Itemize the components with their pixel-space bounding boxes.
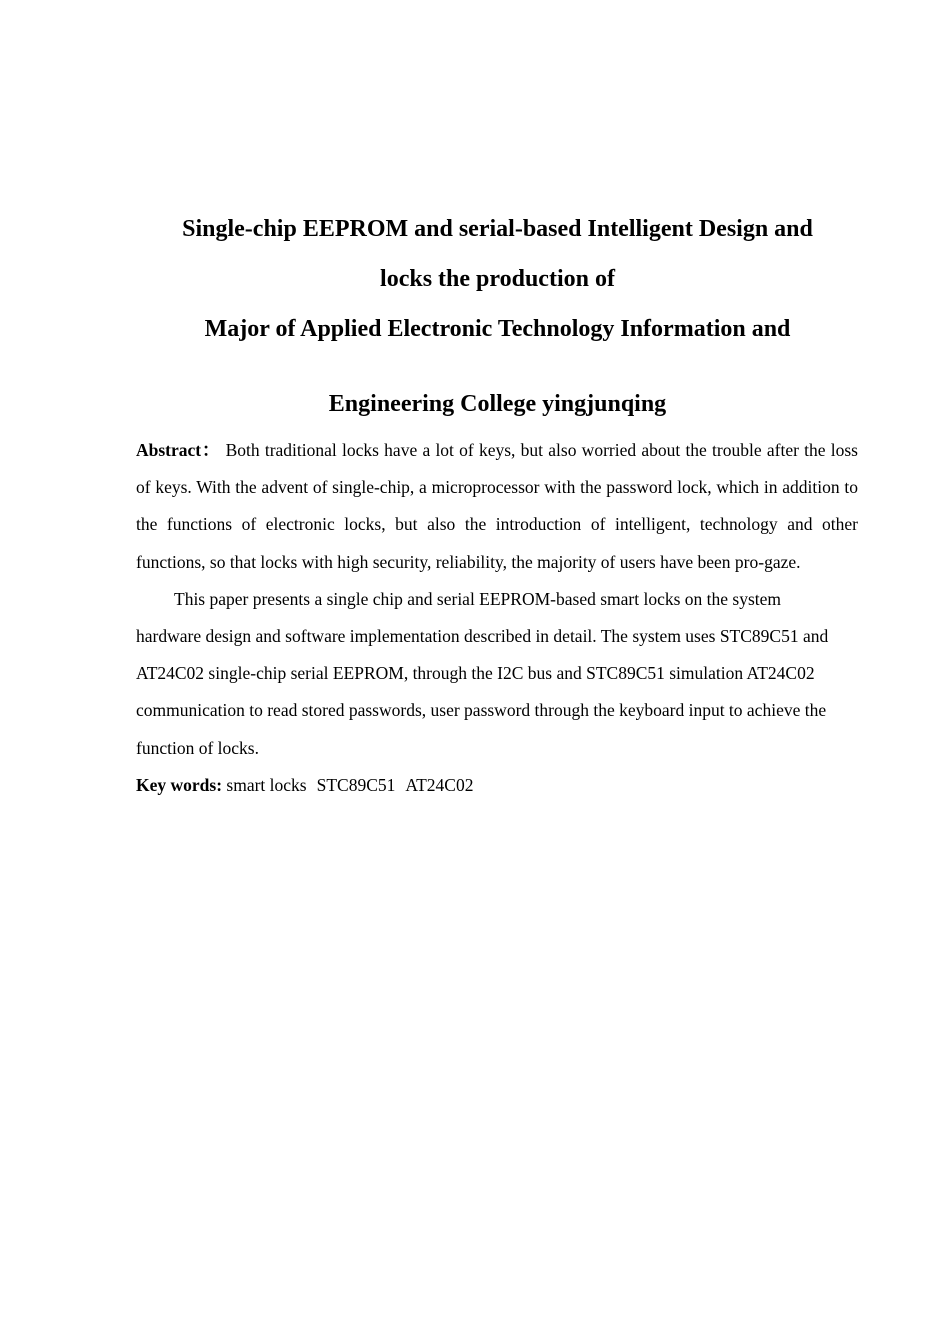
keyword-item: AT24C02: [405, 774, 474, 795]
keywords-line: [136, 767, 858, 804]
abstract-paragraph-2: This paper presents a single chip and serial EEPROM-based smart locks on the system hardware design and software implementation described in detail. The system uses STC89C51 and AT24C02 single-chip serial EEPROM, through the I2C bus and STC89C51 simulation AT24C02 communication to read stored passwords, user password through the keyboard input to achieve the function of locks.: [136, 588, 829, 758]
abstract-paragraph: [136, 432, 858, 581]
keywords-label: Key words:: [136, 774, 223, 795]
keyword-item: smart locks: [226, 774, 307, 795]
abstract-section: [136, 432, 858, 804]
abstract-text: Both traditional locks have a lot of keys, but also worried about the trouble after the loss of keys. With the advent of single-chip, a microprocessor with the password lock, which in addition to the functions of electronic locks, but also the introduction of intelligent, technology and other functions, so that locks with high security, reliability, the majority of users have been pro-gaze.: [136, 440, 858, 572]
paper-title-line-1: Single-chip EEPROM and serial-based Intelligent Design and: [182, 216, 813, 242]
affiliation-line-1: Major of Applied Electronic Technology Information and: [204, 316, 791, 342]
keyword-item: STC89C51: [316, 774, 396, 795]
abstract-label: Abstract：: [136, 440, 221, 460]
paper-title-line-2: locks the production of: [380, 266, 615, 292]
affiliation-line-2: Engineering College yingjunqing: [328, 391, 667, 417]
title-block: [120, 204, 875, 429]
